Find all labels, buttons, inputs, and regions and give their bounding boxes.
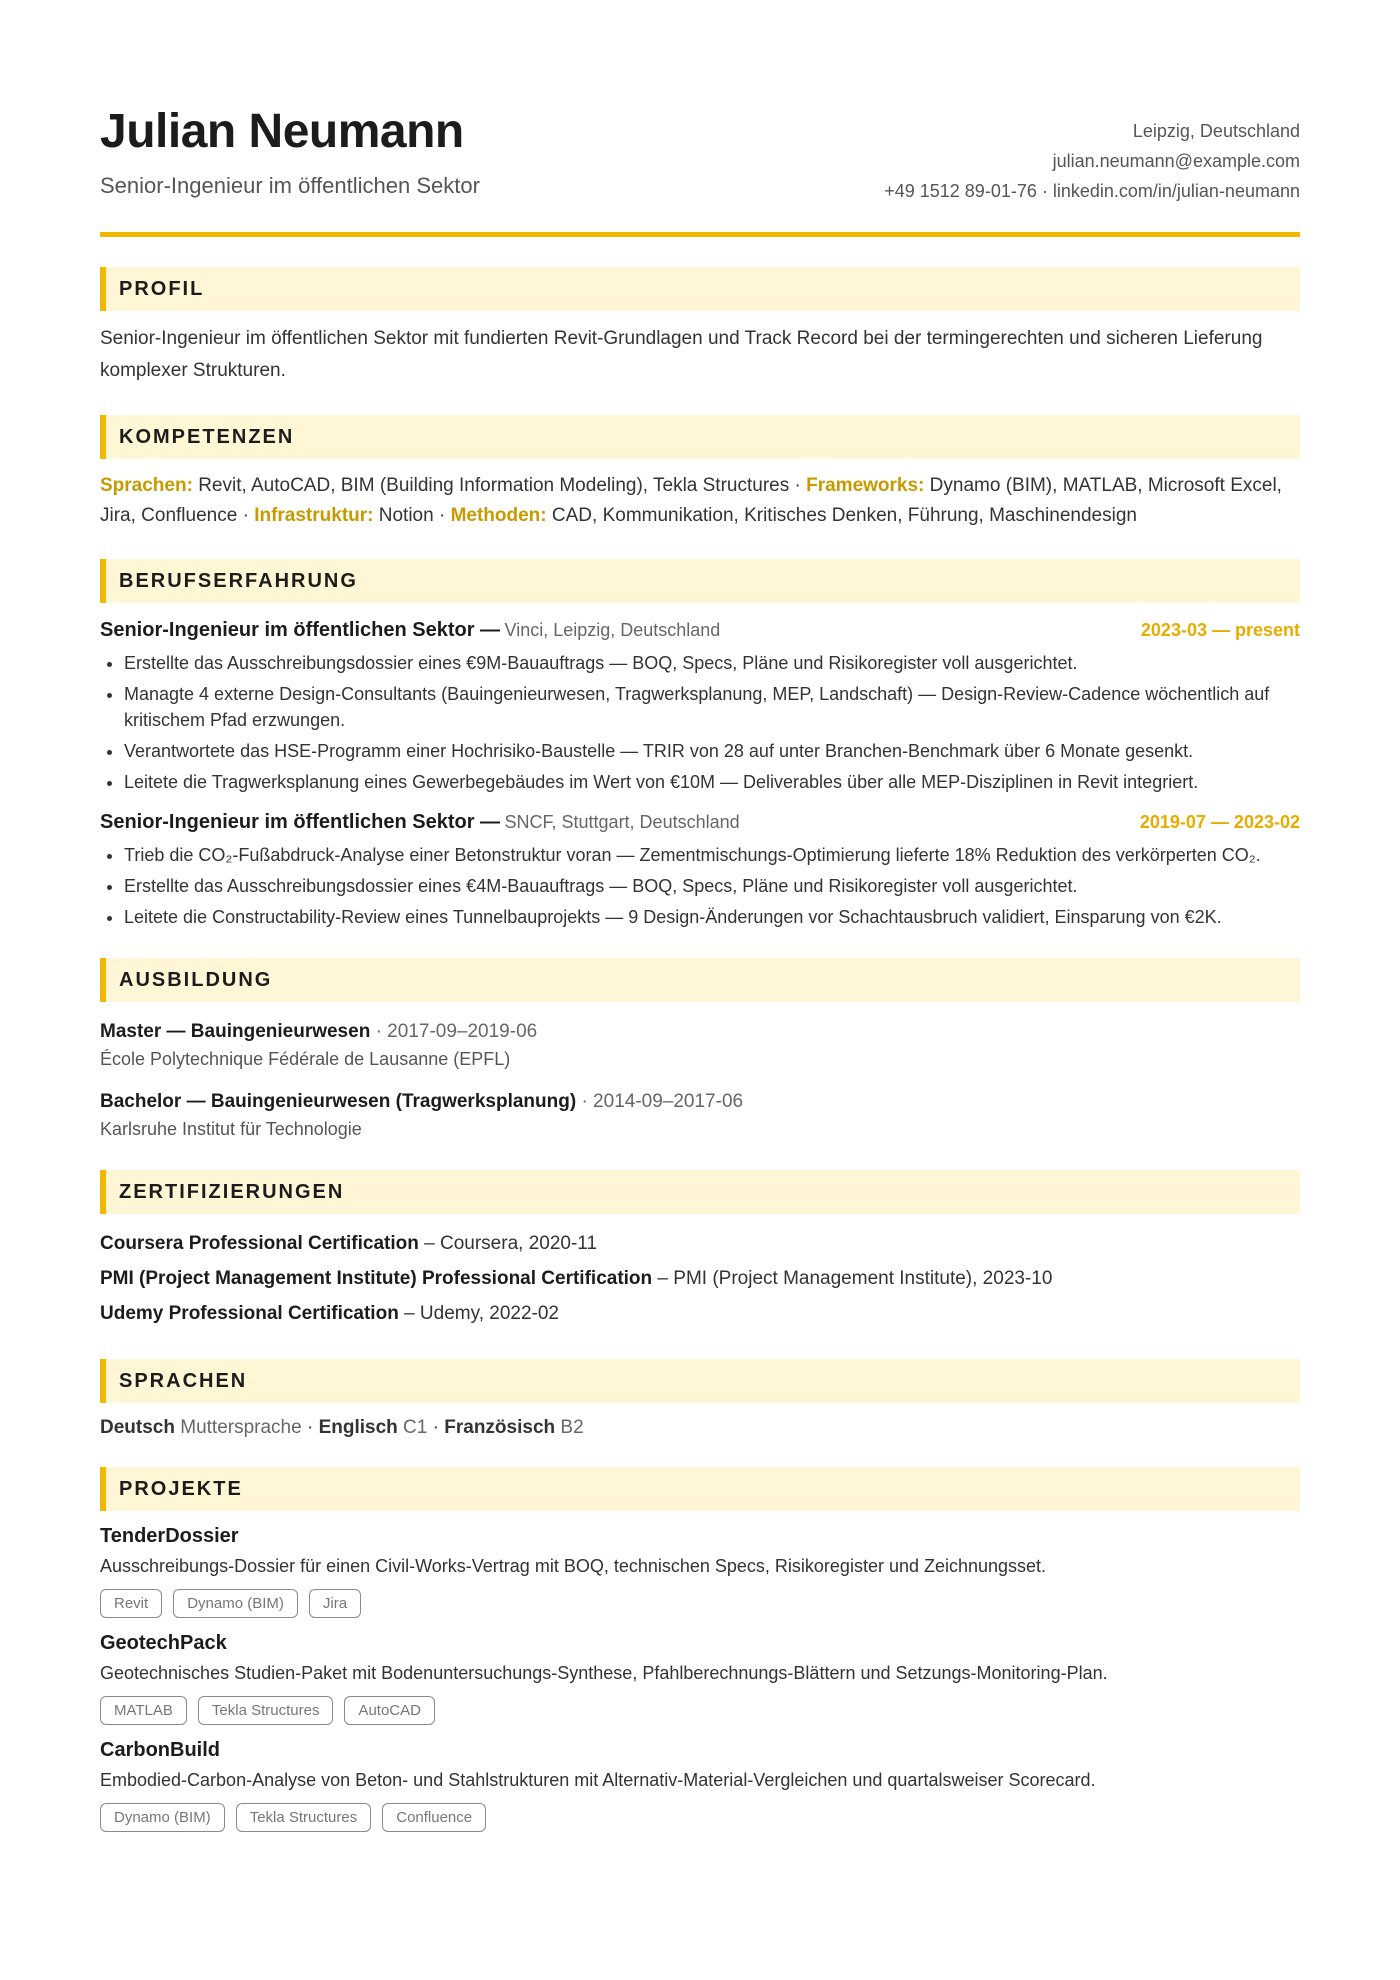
skill-separator: ·: [237, 505, 255, 526]
language-separator: ·: [301, 1417, 319, 1438]
language-level: Muttersprache: [174, 1417, 302, 1438]
certification-item: [100, 1296, 1300, 1331]
job-bullet: • Verantwortete das HSE-Programm einer Hochrisiko-Baustelle — TRIR von 28 auf unter Branchen-Benchmark über 6 Monate gesenkt.: [124, 738, 1300, 764]
tech-tag: Jira: [309, 1589, 361, 1618]
contact-phone-linkedin[interactable]: +49 1512 89-01-76 · linkedin.com/in/julian-neumann: [884, 181, 1300, 201]
section-title: PROFIL: [119, 277, 205, 300]
certification-name: PMI (Project Management Institute) Professional Certification: [100, 1268, 653, 1289]
candidate-title: Senior-Ingenieur im öffentlichen Sektor: [100, 172, 480, 198]
skill-label-sprachen: Sprachen:: [100, 475, 193, 496]
section-heading-profil: [100, 267, 1300, 311]
project-description: Geotechnisches Studien-Paket mit Bodenuntersuchungs-Synthese, Pfahlberechnungs-Blättern und Setzungs-Monitoring-Plan.: [100, 1663, 1108, 1683]
profile-summary: Senior-Ingenieur im öffentlichen Sektor mit fundierten Revit-Grundlagen und Track Record bei der termingerechten und sicheren Lieferung komplexer Strukturen.: [100, 328, 1263, 381]
job-date: 2019-07 — 2023-02: [1139, 812, 1300, 832]
language-separator: ·: [427, 1417, 445, 1438]
project-entry: [100, 1739, 1300, 1832]
job-title: Senior-Ingenieur im öffentlichen Sektor —: [100, 811, 501, 833]
language-name: Deutsch: [100, 1417, 175, 1438]
job-header: [100, 619, 1300, 642]
section-heading-kompetenzen: [100, 415, 1300, 459]
skill-values-sprachen: Revit, AutoCAD, BIM (Building Information Modeling), Tekla Structures: [198, 475, 790, 496]
section-title: PROJEKTE: [119, 1477, 243, 1500]
language-level: B2: [555, 1417, 584, 1438]
section-heading-berufserfahrung: [100, 559, 1300, 603]
project-tags: [100, 1589, 1300, 1618]
project-name: TenderDossier: [100, 1525, 239, 1547]
certification-detail: – Udemy, 2022-02: [398, 1303, 559, 1324]
skill-label-infrastruktur: Infrastruktur:: [254, 505, 374, 526]
section-title: ZERTIFIZIERUNGEN: [119, 1180, 345, 1203]
job-organization: Vinci, Leipzig, Deutschland: [504, 620, 721, 640]
language-name: Englisch: [318, 1417, 398, 1438]
header-divider: [100, 232, 1300, 237]
education-degree-line: [100, 1088, 1300, 1116]
contact-location: Leipzig, Deutschland: [1132, 121, 1300, 141]
job-title-line: [100, 619, 720, 642]
certification-detail: – PMI (Project Management Institute), 2023-10: [652, 1268, 1053, 1289]
project-name: CarbonBuild: [100, 1739, 220, 1761]
tech-tag: Tekla Structures: [236, 1803, 372, 1832]
tech-tag: Dynamo (BIM): [100, 1803, 225, 1832]
contact-block: [884, 116, 1300, 206]
skill-label-methoden: Methoden:: [450, 505, 547, 526]
candidate-name: Julian Neumann: [100, 105, 464, 158]
skills-block: [100, 471, 1300, 531]
job-title: Senior-Ingenieur im öffentlichen Sektor —: [100, 619, 501, 641]
skill-values-frameworks: Dynamo (BIM), MATLAB, Microsoft Excel, Jira, Confluence: [100, 475, 1282, 526]
job-entry: [100, 811, 1300, 930]
certification-item: [100, 1261, 1300, 1296]
certification-item: [100, 1226, 1300, 1261]
job-date: 2023-03 — present: [1140, 620, 1300, 640]
project-entry: [100, 1525, 1300, 1618]
tech-tag: Dynamo (BIM): [173, 1589, 298, 1618]
job-bullets: [100, 842, 1300, 930]
job-bullet: • Erstellte das Ausschreibungsdossier eines €9M-Bauauftrags — BOQ, Specs, Pläne und Risikoregister voll ausgerichtet.: [124, 650, 1300, 676]
header-left: [100, 106, 480, 199]
education-date: · 2017-09–2019-06: [370, 1021, 538, 1042]
certification-name: Coursera Professional Certification: [100, 1233, 419, 1254]
education-degree-line: [100, 1018, 1300, 1046]
language-level: C1: [397, 1417, 428, 1438]
tech-tag: Revit: [100, 1589, 162, 1618]
skill-separator: ·: [789, 475, 807, 496]
section-heading-projekte: [100, 1467, 1300, 1511]
project-description: Embodied-Carbon-Analyse von Beton- und Stahlstrukturen mit Alternativ-Material-Vergleichen und quartalsweiser Scorecard.: [100, 1770, 1096, 1790]
contact-email[interactable]: julian.neumann@example.com: [1052, 151, 1300, 171]
job-bullet: • Leitete die Tragwerksplanung eines Gewerbegebäudes im Wert von €10M — Deliverables über alle MEP-Disziplinen in Revit integriert.: [124, 769, 1300, 795]
languages-line: [100, 1417, 1300, 1439]
section-title: SPRACHEN: [119, 1369, 248, 1392]
job-organization: SNCF, Stuttgart, Deutschland: [504, 812, 740, 832]
certification-detail: – Coursera, 2020-11: [418, 1233, 598, 1254]
skill-separator: ·: [433, 505, 451, 526]
section-heading-ausbildung: [100, 958, 1300, 1002]
project-entry: [100, 1632, 1300, 1725]
job-title-line: [100, 811, 740, 834]
certification-name: Udemy Professional Certification: [100, 1303, 399, 1324]
job-bullet: • Managte 4 externe Design-Consultants (Bauingenieurwesen, Tragwerksplanung, MEP, Landschaft) — Design-Review-Cadence wöchentlich auf kritischem Pfad erzwungen.: [124, 681, 1300, 733]
certifications-list: [100, 1226, 1300, 1331]
education-date: · 2014-09–2017-06: [576, 1091, 744, 1112]
job-bullet: • Trieb die CO₂-Fußabdruck-Analyse einer Betonstruktur voran — Zementmischungs-Optimierung lieferte 18% Reduktion des verkörperten CO₂.: [124, 842, 1300, 868]
skill-values-methoden: CAD, Kommunikation, Kritisches Denken, Führung, Maschinendesign: [551, 505, 1137, 526]
skill-label-frameworks: Frameworks:: [806, 475, 925, 496]
job-entry: [100, 619, 1300, 795]
project-description: Ausschreibungs-Dossier für einen Civil-Works-Vertrag mit BOQ, technischen Specs, Risikoregister und Zeichnungsset.: [100, 1556, 1047, 1576]
tech-tag: AutoCAD: [344, 1696, 435, 1725]
tech-tag: MATLAB: [100, 1696, 187, 1725]
skill-values-infrastruktur: Notion: [378, 505, 434, 526]
project-tags: [100, 1696, 1300, 1725]
section-heading-zertifizierungen: [100, 1170, 1300, 1214]
section-title: AUSBILDUNG: [119, 968, 273, 991]
education-degree: Master — Bauingenieurwesen: [100, 1021, 371, 1042]
tech-tag: Confluence: [382, 1803, 486, 1832]
section-heading-sprachen: [100, 1359, 1300, 1403]
job-header: [100, 811, 1300, 834]
education-school: Karlsruhe Institut für Technologie: [100, 1119, 362, 1139]
education-school: École Polytechnique Fédérale de Lausanne (EPFL): [100, 1049, 511, 1069]
language-name: Französisch: [444, 1417, 556, 1438]
section-title: BERUFSERFAHRUNG: [119, 569, 358, 592]
education-entry: [100, 1088, 1300, 1142]
education-entry: [100, 1018, 1300, 1072]
project-name: GeotechPack: [100, 1632, 227, 1654]
job-bullet: • Leitete die Constructability-Review eines Tunnelbauprojekts — 9 Design-Änderungen vor Schachtausbruch validiert, Einsparung von €2K.: [124, 904, 1300, 930]
section-title: KOMPETENZEN: [119, 425, 295, 448]
education-degree: Bachelor — Bauingenieurwesen (Tragwerksplanung): [100, 1091, 577, 1112]
resume-header: [100, 106, 1300, 206]
project-tags: [100, 1803, 1300, 1832]
job-bullet: • Erstellte das Ausschreibungsdossier eines €4M-Bauauftrags — BOQ, Specs, Pläne und Risikoregister voll ausgerichtet.: [124, 873, 1300, 899]
tech-tag: Tekla Structures: [198, 1696, 334, 1725]
job-bullets: [100, 650, 1300, 795]
